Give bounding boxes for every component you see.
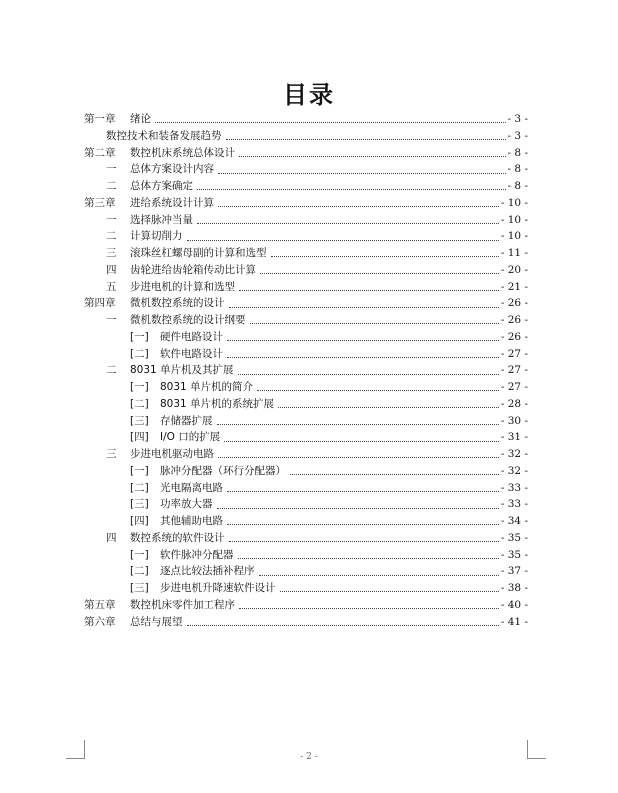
toc-entry[interactable] xyxy=(84,195,528,212)
toc-entry-number: 四 xyxy=(106,263,117,276)
toc-dot-leader xyxy=(227,339,499,341)
toc-dot-leader xyxy=(226,138,506,140)
toc-dot-leader xyxy=(227,356,499,358)
toc-entry-number: 第五章 xyxy=(84,598,116,611)
toc-dot-leader xyxy=(187,239,499,241)
toc-entry[interactable] xyxy=(84,614,528,631)
toc-entry-number: 二 xyxy=(106,230,117,243)
toc-entry-title: 8031 单片机及其扩展 xyxy=(130,364,234,377)
toc-entry-number: 一 xyxy=(106,314,117,326)
toc-entry[interactable] xyxy=(84,547,528,564)
toc-dot-leader xyxy=(187,624,499,626)
toc-entry-page: - 28 - xyxy=(500,397,528,410)
toc-entry-page: - 38 - xyxy=(500,582,528,594)
toc-entry[interactable] xyxy=(84,496,528,513)
toc-entry-number: [二] xyxy=(130,347,149,360)
toc-entry-title: 选择脉冲当量 xyxy=(130,213,193,226)
toc-dot-leader xyxy=(217,423,499,425)
toc-entry-number: [一] xyxy=(130,548,149,561)
toc-entry[interactable] xyxy=(84,178,528,195)
toc-entry[interactable] xyxy=(84,396,528,413)
page-number-footer: - 2 - xyxy=(300,752,318,762)
toc-dot-leader xyxy=(239,289,499,291)
toc-entry[interactable] xyxy=(84,530,528,547)
toc-entry-number: [三] xyxy=(130,582,149,594)
toc-entry-title: 滚珠丝杠螺母副的计算和选型 xyxy=(130,247,267,259)
toc-entry-title: 软件电路设计 xyxy=(160,347,223,360)
toc-entry-page: - 10 - xyxy=(500,213,528,226)
toc-entry-number: [二] xyxy=(130,397,149,410)
toc-entry-title: 数控机床系统总体设计 xyxy=(130,146,235,159)
toc-entry[interactable] xyxy=(84,513,528,530)
toc-dot-leader xyxy=(218,172,506,174)
toc-entry-title: 数控技术和装备发展趋势 xyxy=(106,129,222,142)
toc-entry-page: - 11 - xyxy=(500,247,528,259)
toc-entry-number: 四 xyxy=(106,531,117,544)
toc-entry-number: 一 xyxy=(106,213,117,226)
toc-entry-title: 微机数控系统的设计 xyxy=(130,297,225,310)
toc-entry-page: - 26 - xyxy=(500,314,528,326)
table-of-contents xyxy=(84,111,528,630)
toc-entry-title: 步进电机升降速软件设计 xyxy=(160,582,276,594)
toc-entry[interactable] xyxy=(84,563,528,580)
toc-entry-number: 二 xyxy=(106,180,117,192)
toc-entry[interactable] xyxy=(84,312,528,329)
toc-entry[interactable] xyxy=(84,228,528,245)
toc-entry-title: 存储器扩展 xyxy=(160,414,213,427)
toc-entry-title: 齿轮进给齿轮箱传动比计算 xyxy=(130,263,256,276)
toc-entry[interactable] xyxy=(84,446,528,463)
toc-entry-page: - 8 - xyxy=(507,180,528,192)
toc-dot-leader xyxy=(280,590,499,592)
toc-entry[interactable] xyxy=(84,161,528,178)
toc-entry-page: - 32 - xyxy=(500,448,528,460)
toc-dot-leader xyxy=(250,322,499,324)
toc-dot-leader xyxy=(239,155,506,157)
toc-entry-title: 其他辅助电路 xyxy=(160,515,223,527)
toc-entry-title: 绪论 xyxy=(130,113,151,125)
toc-entry-title: 数控系统的软件设计 xyxy=(130,531,225,544)
toc-dot-leader xyxy=(155,121,506,123)
toc-entry-title: 硬件电路设计 xyxy=(160,330,223,343)
toc-entry-page: - 32 - xyxy=(500,464,528,477)
toc-entry-title: 功率放大器 xyxy=(160,498,213,511)
toc-entry-page: - 34 - xyxy=(500,515,528,527)
toc-entry[interactable] xyxy=(84,480,528,497)
toc-entry-title: 8031 单片机的系统扩展 xyxy=(160,397,275,410)
toc-dot-leader xyxy=(197,222,499,224)
toc-dot-leader xyxy=(227,490,499,492)
toc-entry[interactable] xyxy=(84,413,528,430)
toc-entry-number: 五 xyxy=(106,280,117,293)
toc-entry-title: 8031 单片机的简介 xyxy=(160,381,254,393)
toc-dot-leader xyxy=(257,389,499,391)
toc-entry-page: - 30 - xyxy=(500,414,528,427)
toc-entry-page: - 8 - xyxy=(507,146,528,159)
toc-dot-leader xyxy=(197,188,506,190)
toc-entry[interactable] xyxy=(84,580,528,597)
toc-entry-title: 逐点比较法插补程序 xyxy=(160,565,255,578)
toc-entry[interactable] xyxy=(84,295,528,312)
toc-entry[interactable] xyxy=(84,597,528,614)
toc-entry-title: 软件脉冲分配器 xyxy=(160,548,234,561)
toc-entry-page: - 27 - xyxy=(500,364,528,377)
toc-entry-number: [四] xyxy=(130,431,149,444)
toc-entry-number: 第六章 xyxy=(84,615,116,628)
toc-entry-page: - 26 - xyxy=(500,297,528,310)
toc-entry-title: 进给系统设计计算 xyxy=(130,196,214,209)
toc-entry[interactable] xyxy=(84,346,528,363)
toc-entry-page: - 10 - xyxy=(500,230,528,243)
toc-entry[interactable] xyxy=(84,429,528,446)
toc-entry[interactable] xyxy=(84,128,528,145)
toc-entry-page: - 35 - xyxy=(500,548,528,561)
toc-dot-leader xyxy=(260,272,499,274)
toc-dot-leader xyxy=(227,523,499,525)
toc-entry-number: [三] xyxy=(130,498,149,511)
toc-entry-title: I/O 口的扩展 xyxy=(160,431,221,444)
toc-entry-title: 微机数控系统的设计纲要 xyxy=(130,314,246,326)
toc-dot-leader xyxy=(218,456,499,458)
toc-entry-page: - 10 - xyxy=(500,196,528,209)
page-title: 目录 xyxy=(283,81,335,109)
toc-entry-number: 二 xyxy=(106,364,117,377)
toc-entry[interactable] xyxy=(84,262,528,279)
toc-entry-page: - 27 - xyxy=(500,381,528,393)
toc-entry-title: 总体方案设计内容 xyxy=(130,163,214,176)
toc-dot-leader xyxy=(271,255,499,257)
toc-entry-page: - 21 - xyxy=(500,280,528,293)
toc-entry-title: 步进电机的计算和选型 xyxy=(130,280,235,293)
toc-dot-leader xyxy=(290,473,499,475)
toc-entry[interactable] xyxy=(84,145,528,162)
toc-entry[interactable] xyxy=(84,362,528,379)
toc-entry-page: - 3 - xyxy=(507,113,528,125)
toc-entry-title: 光电隔离电路 xyxy=(160,481,223,494)
toc-entry-title: 计算切削力 xyxy=(130,230,183,243)
toc-entry-page: - 35 - xyxy=(500,531,528,544)
toc-dot-leader xyxy=(238,557,499,559)
toc-dot-leader xyxy=(229,540,499,542)
toc-entry-page: - 31 - xyxy=(500,431,528,444)
toc-entry-number: [一] xyxy=(130,464,149,477)
toc-entry-page: - 8 - xyxy=(507,163,528,176)
toc-entry-number: [一] xyxy=(130,381,149,393)
toc-entry[interactable] xyxy=(84,245,528,262)
toc-entry-page: - 3 - xyxy=(507,129,528,142)
toc-entry-page: - 37 - xyxy=(500,565,528,578)
toc-entry-title: 步进电机驱动电路 xyxy=(130,448,214,460)
toc-entry[interactable] xyxy=(84,329,528,346)
toc-entry-page: - 33 - xyxy=(500,498,528,511)
toc-entry-number: [二] xyxy=(130,565,149,578)
toc-dot-leader xyxy=(229,306,499,308)
toc-entry[interactable] xyxy=(84,111,528,128)
toc-entry-number: [一] xyxy=(130,330,149,343)
toc-entry-page: - 26 - xyxy=(500,330,528,343)
toc-entry-number: 第二章 xyxy=(84,146,116,159)
toc-entry-number: 三 xyxy=(106,247,117,259)
toc-entry-page: - 33 - xyxy=(500,481,528,494)
toc-entry-title: 总结与展望 xyxy=(130,615,183,628)
toc-entry-page: - 20 - xyxy=(500,263,528,276)
toc-entry[interactable] xyxy=(84,212,528,229)
toc-entry-number: 第四章 xyxy=(84,297,116,310)
toc-dot-leader xyxy=(259,574,499,576)
toc-entry-number: [三] xyxy=(130,414,149,427)
toc-dot-leader xyxy=(224,440,499,442)
toc-entry-number: 三 xyxy=(106,448,117,460)
toc-entry-title: 数控机床零件加工程序 xyxy=(130,598,235,611)
toc-dot-leader xyxy=(238,373,499,375)
toc-entry[interactable] xyxy=(84,279,528,296)
toc-entry[interactable] xyxy=(84,463,528,480)
toc-entry-title: 脉冲分配器（环行分配器） xyxy=(160,464,286,477)
toc-dot-leader xyxy=(239,607,499,609)
toc-entry-page: - 40 - xyxy=(500,598,528,611)
toc-entry-number: [四] xyxy=(130,515,149,527)
toc-dot-leader xyxy=(217,507,499,509)
toc-entry-number: 一 xyxy=(106,163,117,176)
toc-dot-leader xyxy=(218,205,499,207)
toc-entry[interactable] xyxy=(84,379,528,396)
toc-entry-title: 总体方案确定 xyxy=(130,180,193,192)
toc-entry-page: - 41 - xyxy=(500,615,528,628)
toc-entry-number: 第三章 xyxy=(84,196,116,209)
toc-entry-number: 第一章 xyxy=(84,113,116,125)
toc-entry-number: [二] xyxy=(130,481,149,494)
toc-entry-page: - 27 - xyxy=(500,347,528,360)
toc-dot-leader xyxy=(278,406,499,408)
